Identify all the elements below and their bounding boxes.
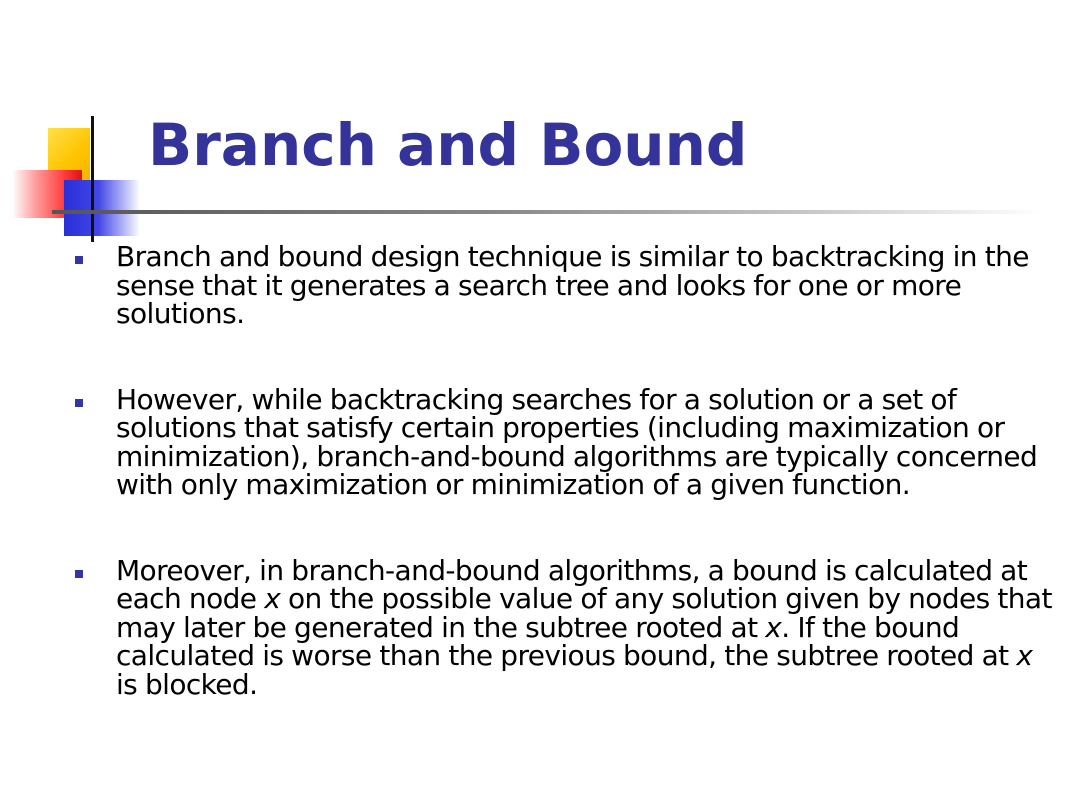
variable-x: x xyxy=(1016,639,1033,672)
square-bullet-icon xyxy=(75,256,83,264)
bullet-list xyxy=(0,240,1080,701)
corner-squares-logo-icon xyxy=(0,0,160,260)
square-bullet-icon xyxy=(75,399,83,407)
bullet-text-1: Branch and bound design technique is similar to backtracking in the sense that it generates a search tree and looks for one or more solutions. xyxy=(116,240,1029,330)
bullet-item-2 xyxy=(0,382,1080,501)
bullet-text-3-part-3: . If the bound calculated is worse than the previous bound, the subtree rooted at xyxy=(116,610,1017,672)
title-underline xyxy=(52,210,1042,214)
square-bullet-icon xyxy=(75,570,83,578)
bullet-text-3-part-2: on the possible value of any solution given by nodes that may later be generated in the subtree rooted at xyxy=(116,582,1052,644)
variable-x: x xyxy=(765,610,782,644)
bullet-text-3-part-1: Moreover, in branch-and-bound algorithms, a bound is calculated at each node xyxy=(116,553,1028,615)
slide-title: Branch and Bound xyxy=(148,111,748,179)
variable-x: x xyxy=(264,582,281,615)
bullet-item-1 xyxy=(0,240,1080,330)
bullet-text-3-part-4: is blocked. xyxy=(116,667,258,701)
bullet-item-3 xyxy=(0,553,1080,701)
logo-vertical-line xyxy=(91,116,94,242)
bullet-text-2: However, while backtracking searches for a solution or a set of solutions that satisfy certain properties (including maximization or minimization), branch-and-bound algorithms are typically concerned with only maximization or minimization of a given function. xyxy=(116,382,1038,501)
logo-blue-square xyxy=(64,180,140,236)
